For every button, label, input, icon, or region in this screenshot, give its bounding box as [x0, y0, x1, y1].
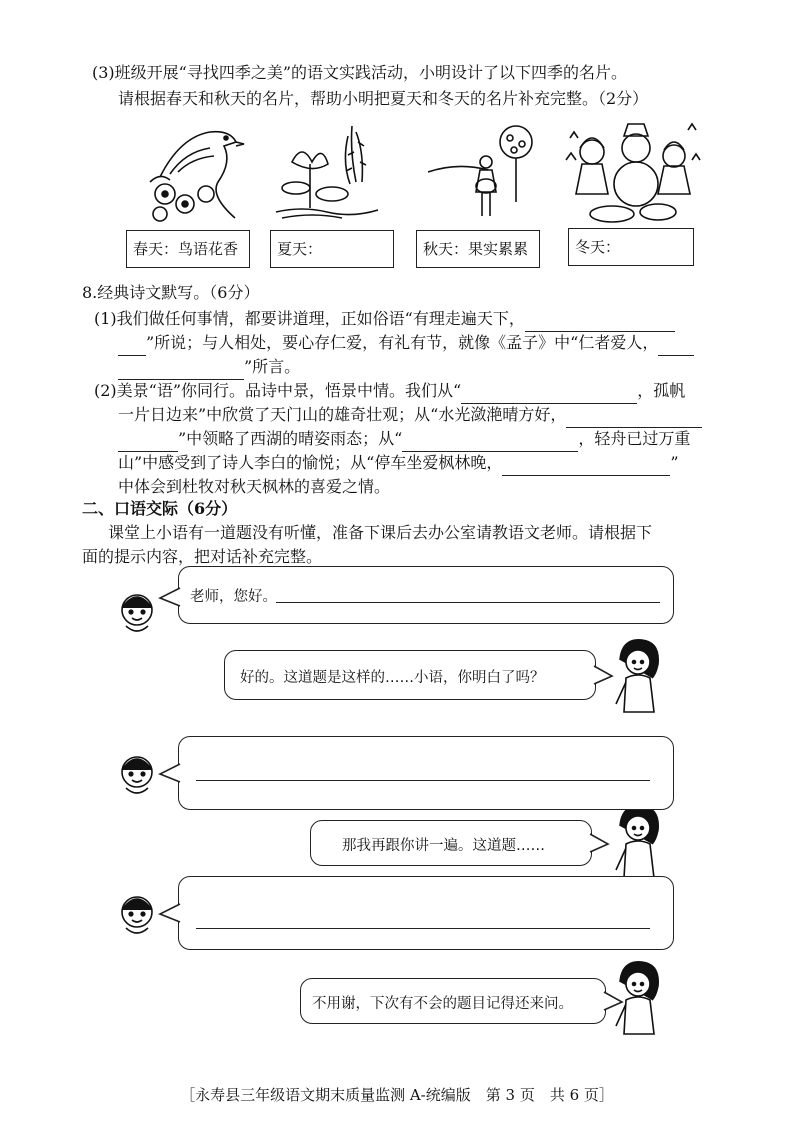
q8-p2-line3	[118, 426, 690, 452]
q8-p2-line2	[118, 402, 702, 428]
q8-p2-text-c1: ”中领略了西湖的晴姿雨态；从“	[178, 429, 403, 448]
student-avatar	[116, 748, 158, 798]
bubble-tail	[592, 664, 614, 686]
q8-p2-line4	[118, 450, 679, 476]
autumn-harvest-picture	[428, 122, 538, 222]
bubble-tail	[158, 762, 182, 784]
teacher-avatar	[612, 638, 664, 714]
q8-p2-text-a1: (2)美景“语”你同行。品诗中景，悟景中情。我们从“	[94, 381, 462, 400]
q8-p2-text-a2: ，孤帆	[637, 381, 686, 400]
q8-p2-text-d2: ”	[670, 453, 679, 472]
q8-p1-text-c: ”所言。	[244, 357, 301, 376]
q8-p1-line2	[118, 330, 694, 356]
bubble-tail	[602, 990, 624, 1012]
q8-p2-text-b1: 一片日边来”中欣赏了天门山的雄奇壮观；从“水光潋滟晴方好，	[118, 405, 567, 424]
q8-p2-text-d1: 山”中感受到了诗人李白的愉悦；从“停车坐爱枫林晚，	[118, 453, 503, 472]
student-answer-line-3[interactable]	[196, 928, 650, 929]
section2-intro-line1: 课堂上小语有一道题没有听懂，准备下课后去办公室请教语文老师。请根据下	[108, 523, 653, 542]
q8-p2-blank4[interactable]	[502, 457, 670, 476]
student-avatar	[116, 888, 158, 938]
winter-snowman-picture	[562, 120, 702, 224]
q7-3-line2: 请根据春天和秋天的名片，帮助小明把夏天和冬天的名片补充完整。（2分）	[118, 89, 649, 108]
season-card-summer[interactable]: 夏天：	[270, 230, 394, 268]
q7-3-line1: (3)班级开展“寻找四季之美”的语文实践活动，小明设计了以下四季的名片。	[92, 63, 628, 82]
student-line-1: 老师，您好。	[190, 589, 277, 605]
q8-p2-line5: 中体会到杜牧对秋天枫林的喜爱之情。	[118, 477, 391, 496]
spring-bird-flower-picture	[140, 122, 250, 222]
bubble-tail	[158, 902, 182, 924]
teacher-line-2: 那我再跟你讲一遍。这道题……	[342, 838, 545, 854]
q8-p2-line1	[94, 378, 685, 404]
q8-p1-text-a: (1)我们做任何事情，都要讲道理，正如俗语“有理走遍天下，	[94, 309, 525, 328]
bubble-tail	[588, 832, 610, 854]
q8-p1-text-b: ”所说；与人相处，要心存仁爱，有礼有节，就像《孟子》中“仁者爱人，	[146, 333, 659, 352]
summer-lotus-picture	[272, 122, 382, 222]
student-answer-line-2[interactable]	[196, 780, 650, 781]
teacher-line-1: 好的。这道题是这样的……小语，你明白了吗？	[240, 670, 545, 686]
student-speech-bubble-3	[178, 876, 674, 950]
section2-title: 二、口语交际（6分）	[82, 499, 238, 518]
section2-intro-line2: 面的提示内容，把对话补充完整。	[82, 547, 323, 566]
season-card-autumn: 秋天：果实累累	[416, 230, 540, 268]
season-card-spring: 春天：鸟语花香	[126, 230, 250, 268]
teacher-line-3: 不用谢，下次有不会的题目记得还来问。	[312, 996, 573, 1012]
student-answer-line-1[interactable]	[276, 602, 660, 603]
teacher-avatar	[612, 804, 664, 880]
student-speech-bubble-2	[178, 736, 674, 810]
q8-title: 8.经典诗文默写。（6分）	[82, 283, 260, 302]
page-footer: ［永寿县三年级语文期末质量监测 A-统编版 第 3 页 共 6 页］	[180, 1086, 614, 1104]
q8-p1-line1	[94, 306, 675, 332]
season-card-winter[interactable]: 冬天：	[568, 228, 694, 266]
student-avatar	[116, 586, 158, 636]
q8-p1-line3	[118, 354, 300, 380]
q8-p2-text-c2: ，轻舟已过万重	[578, 429, 691, 448]
bubble-tail	[158, 586, 182, 608]
q8-p1-blank2[interactable]	[658, 337, 694, 356]
